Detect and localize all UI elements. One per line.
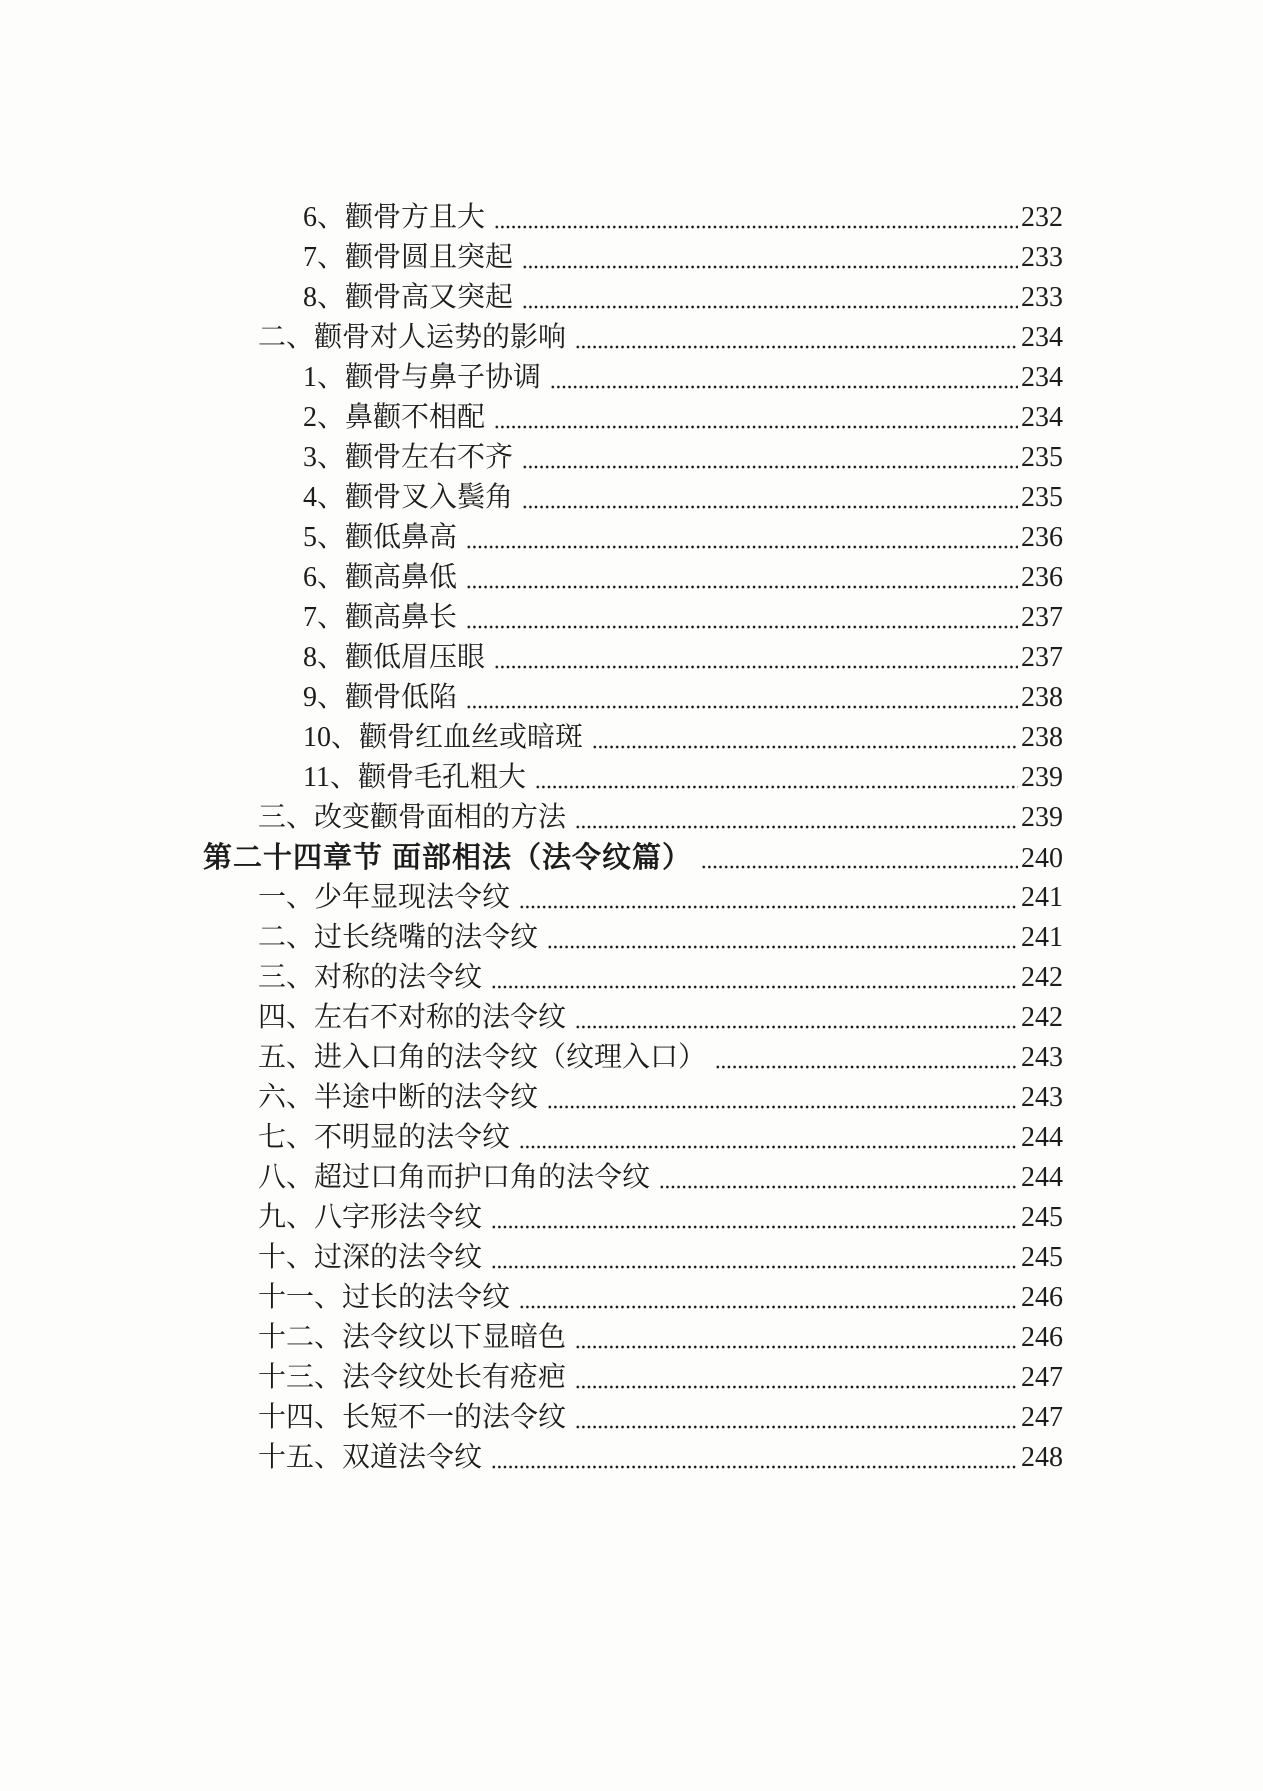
toc-entry-label: 十一、过长的法令纹 — [258, 1282, 511, 1313]
toc-entry — [203, 1318, 1063, 1358]
dot-leader — [519, 1118, 1018, 1158]
toc-entry-label: 9、颧骨低陷 — [303, 682, 458, 713]
toc-entry-page: 240 — [1021, 843, 1063, 874]
toc-entry — [203, 518, 1063, 558]
dot-leader — [659, 1158, 1018, 1198]
toc-entry — [203, 1038, 1063, 1078]
dot-leader — [575, 1318, 1018, 1358]
toc-entry-page: 236 — [1021, 522, 1063, 553]
toc-entry-page: 239 — [1021, 762, 1063, 793]
toc-entry-label: 八、超过口角而护口角的法令纹 — [258, 1162, 651, 1193]
toc-entry-page: 248 — [1021, 1442, 1063, 1473]
toc-entry-label: 七、不明显的法令纹 — [258, 1122, 511, 1153]
dot-leader — [519, 1278, 1018, 1318]
toc-entry — [203, 1078, 1063, 1118]
toc-entry-page: 232 — [1021, 202, 1063, 233]
dot-leader — [575, 318, 1018, 358]
toc-entry-page: 241 — [1021, 882, 1063, 913]
toc-entry — [203, 1118, 1063, 1158]
toc-entry-page: 242 — [1021, 1002, 1063, 1033]
toc-entry-page: 233 — [1021, 282, 1063, 313]
dot-leader — [575, 998, 1018, 1038]
toc-entry-page: 243 — [1021, 1082, 1063, 1113]
dot-leader — [519, 878, 1018, 918]
toc-entry — [203, 438, 1063, 478]
toc-entry-page: 235 — [1021, 482, 1063, 513]
toc-entry-label: 十二、法令纹以下显暗色 — [258, 1322, 567, 1353]
toc-entry-label: 十三、法令纹处长有疮疤 — [258, 1362, 567, 1393]
dot-leader — [547, 1078, 1018, 1118]
toc-entry-page: 244 — [1021, 1122, 1063, 1153]
toc-entry-page: 243 — [1021, 1042, 1063, 1073]
toc-entry-page: 242 — [1021, 962, 1063, 993]
toc-entry — [203, 558, 1063, 598]
dot-leader — [575, 798, 1018, 838]
dot-leader — [494, 198, 1018, 238]
toc-entry-page: 245 — [1021, 1202, 1063, 1233]
dot-leader — [522, 438, 1018, 478]
dot-leader — [575, 1358, 1018, 1398]
toc-entry — [203, 1238, 1063, 1278]
toc-entry — [203, 318, 1063, 358]
toc-entry-label: 二、颧骨对人运势的影响 — [258, 322, 567, 353]
toc-entry — [203, 398, 1063, 438]
toc-entry-label: 二、过长绕嘴的法令纹 — [258, 922, 539, 953]
toc-entry-page: 237 — [1021, 642, 1063, 673]
toc-entry-page: 241 — [1021, 922, 1063, 953]
toc-entry — [203, 1358, 1063, 1398]
dot-leader — [522, 238, 1018, 278]
toc-list — [203, 198, 1063, 1478]
toc-entry — [203, 1158, 1063, 1198]
toc-entry — [203, 918, 1063, 958]
dot-leader — [491, 1438, 1018, 1478]
toc-entry-label: 五、进入口角的法令纹（纹理入口） — [258, 1042, 707, 1073]
toc-entry — [203, 278, 1063, 318]
toc-entry-page: 247 — [1021, 1402, 1063, 1433]
toc-entry — [203, 678, 1063, 718]
toc-entry-page: 236 — [1021, 562, 1063, 593]
toc-entry — [203, 598, 1063, 638]
toc-entry — [203, 958, 1063, 998]
toc-entry-label: 7、颧骨圆且突起 — [303, 242, 514, 273]
toc-entry-page: 235 — [1021, 442, 1063, 473]
toc-entry — [203, 638, 1063, 678]
toc-entry — [203, 798, 1063, 838]
toc-entry-label: 六、半途中断的法令纹 — [258, 1082, 539, 1113]
toc-entry-label: 十四、长短不一的法令纹 — [258, 1402, 567, 1433]
dot-leader — [466, 558, 1018, 598]
dot-leader — [575, 1398, 1018, 1438]
toc-entry-page: 244 — [1021, 1162, 1063, 1193]
toc-entry-label: 7、颧高鼻长 — [303, 602, 458, 633]
toc-entry-label: 5、颧低鼻高 — [303, 522, 458, 553]
toc-entry — [203, 238, 1063, 278]
toc-entry-label: 十五、双道法令纹 — [258, 1442, 483, 1473]
toc-entry-page: 234 — [1021, 402, 1063, 433]
dot-leader — [491, 1198, 1018, 1238]
dot-leader — [494, 398, 1018, 438]
toc-entry — [203, 358, 1063, 398]
dot-leader — [535, 758, 1018, 798]
toc-entry-label: 4、颧骨叉入鬓角 — [303, 482, 514, 513]
toc-entry-label: 第二十四章节 面部相法（法令纹篇） — [203, 842, 693, 874]
toc-entry-label: 8、颧低眉压眼 — [303, 642, 486, 673]
toc-entry-label: 11、颧骨毛孔粗大 — [303, 762, 526, 793]
toc-entry-label: 6、颧高鼻低 — [303, 562, 458, 593]
toc-entry-label: 三、对称的法令纹 — [258, 962, 483, 993]
toc-entry-page: 237 — [1021, 602, 1063, 633]
toc-entry-page: 246 — [1021, 1322, 1063, 1353]
toc-entry-label: 三、改变颧骨面相的方法 — [258, 802, 567, 833]
toc-entry-label: 8、颧骨高又突起 — [303, 282, 514, 313]
toc-entry-page: 239 — [1021, 802, 1063, 833]
dot-leader — [466, 678, 1018, 718]
toc-entry-page: 238 — [1021, 722, 1063, 753]
toc-entry — [203, 478, 1063, 518]
toc-entry-page: 247 — [1021, 1362, 1063, 1393]
dot-leader — [491, 958, 1018, 998]
dot-leader — [547, 918, 1018, 958]
toc-entry — [203, 998, 1063, 1038]
dot-leader — [491, 1238, 1018, 1278]
toc-entry — [203, 1198, 1063, 1238]
dot-leader — [494, 638, 1018, 678]
toc-entry-label: 九、八字形法令纹 — [258, 1202, 483, 1233]
toc-entry-page: 246 — [1021, 1282, 1063, 1313]
toc-entry-page: 234 — [1021, 322, 1063, 353]
toc-entry-label: 6、颧骨方且大 — [303, 202, 486, 233]
toc-entry — [203, 718, 1063, 758]
toc-entry — [203, 838, 1063, 878]
dot-leader — [592, 718, 1018, 758]
toc-entry-label: 十、过深的法令纹 — [258, 1242, 483, 1273]
toc-entry — [203, 1278, 1063, 1318]
toc-entry — [203, 878, 1063, 918]
toc-entry-label: 1、颧骨与鼻子协调 — [303, 362, 542, 393]
dot-leader — [466, 598, 1018, 638]
toc-entry-label: 10、颧骨红血丝或暗斑 — [303, 722, 584, 753]
dot-leader — [715, 1038, 1018, 1078]
toc-entry — [203, 758, 1063, 798]
toc-entry-page: 245 — [1021, 1242, 1063, 1273]
dot-leader — [466, 518, 1018, 558]
dot-leader — [701, 838, 1018, 878]
toc-entry-label: 2、鼻颧不相配 — [303, 402, 486, 433]
dot-leader — [522, 278, 1018, 318]
toc-entry-label: 一、少年显现法令纹 — [258, 882, 511, 913]
toc-entry — [203, 1438, 1063, 1478]
toc-entry — [203, 198, 1063, 238]
toc-entry — [203, 1398, 1063, 1438]
dot-leader — [550, 358, 1018, 398]
toc-entry-label: 3、颧骨左右不齐 — [303, 442, 514, 473]
toc-entry-page: 234 — [1021, 362, 1063, 393]
toc-entry-label: 四、左右不对称的法令纹 — [258, 1002, 567, 1033]
dot-leader — [522, 478, 1018, 518]
toc-entry-page: 238 — [1021, 682, 1063, 713]
toc-entry-page: 233 — [1021, 242, 1063, 273]
